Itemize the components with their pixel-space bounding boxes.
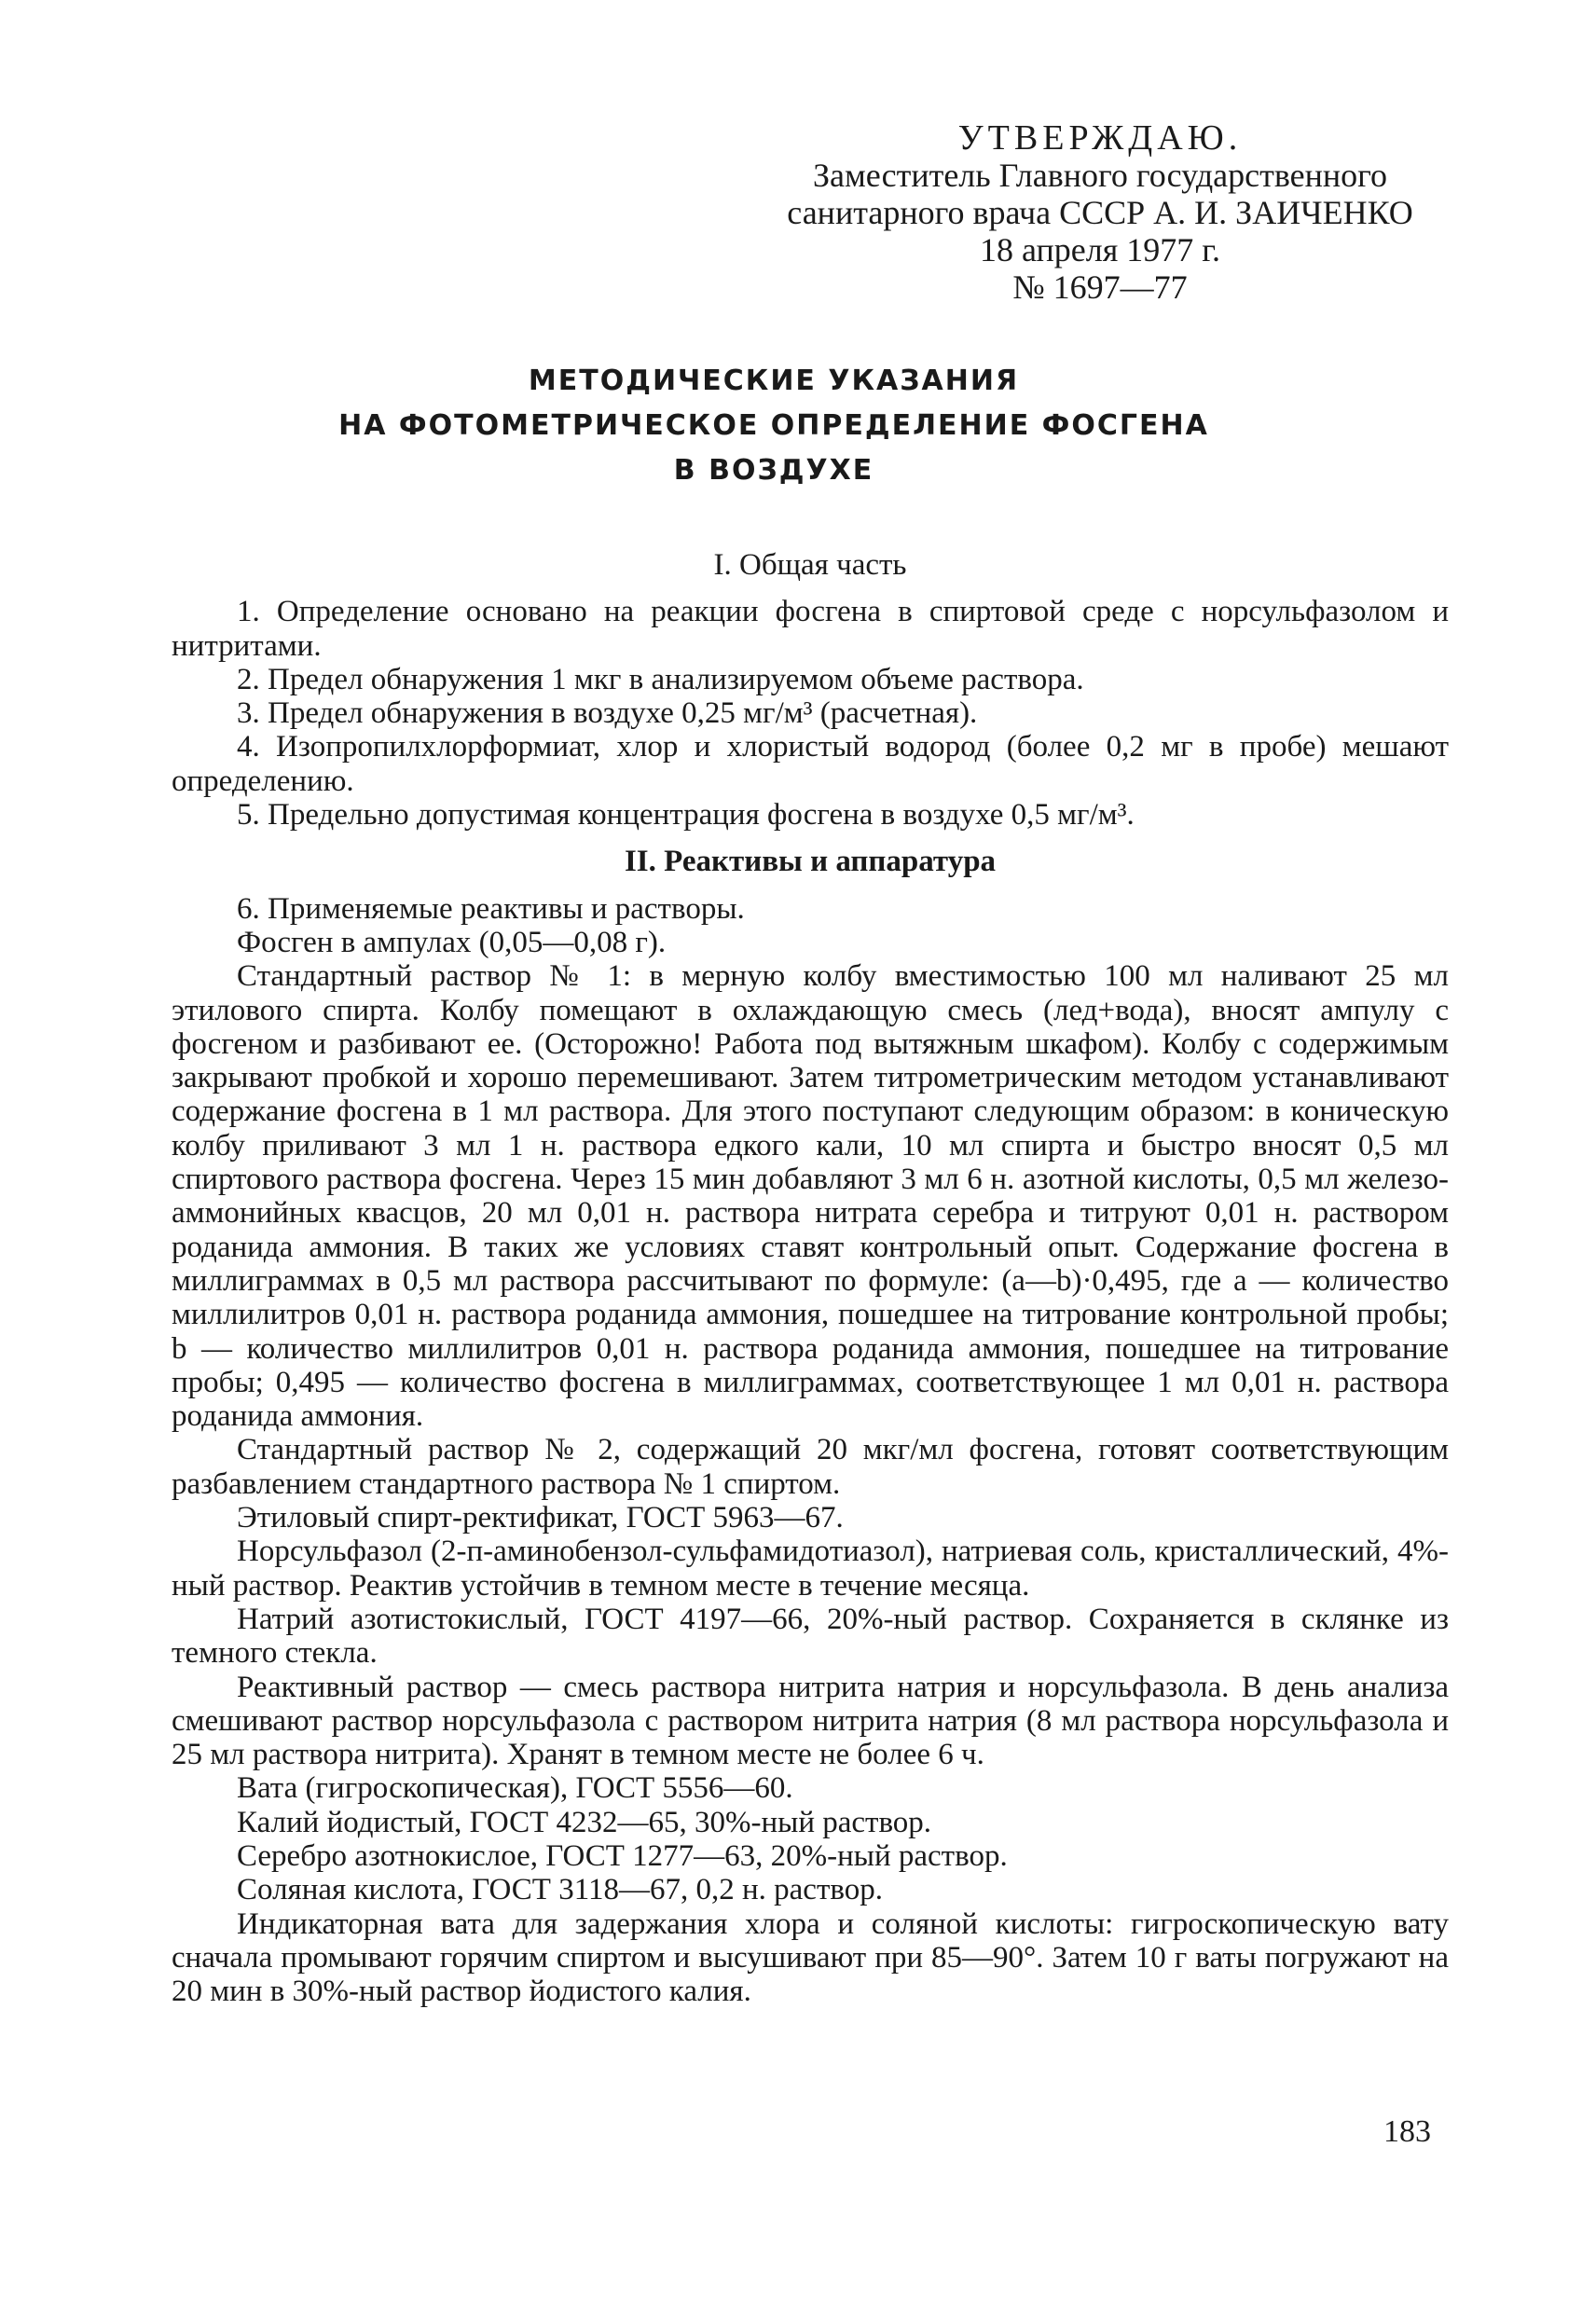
approval-signatory: санитарного врача СССР А. И. ЗАИЧЕНКО [787, 194, 1413, 231]
paragraph: 3. Предел обнаружения в воздухе 0,25 мг/м³ (расчетная). [237, 696, 978, 731]
approval-block [746, 119, 1454, 306]
paragraph: Вата (гигроскопическая), ГОСТ 5556—60. [237, 1771, 793, 1806]
paragraph: Этиловый спирт-ректификат, ГОСТ 5963—67. [237, 1501, 844, 1535]
title-line-2: НА ФОТОМЕТРИЧЕСКОЕ ОПРЕДЕЛЕНИЕ ФОСГЕНА [338, 409, 1209, 442]
paragraph: Серебро азотнокислое, ГОСТ 1277—63, 20%-ный раствор. [237, 1838, 1008, 1873]
approval-date: 18 апреля 1977 г. [980, 231, 1220, 268]
section-1-heading: I. Общая часть [713, 548, 907, 582]
paragraph: 6. Применяемые реактивы и растворы. [237, 891, 745, 926]
page-number: 183 [1383, 2114, 1431, 2149]
section-2-heading: II. Реактивы и аппаратура [624, 845, 997, 879]
paragraph: Натрий азотистокислый, ГОСТ 4197—66, 20%-ный раствор. Сохраняется в склянке из темного стекла. [172, 1602, 1449, 1671]
approval-number: № 1697—77 [1012, 268, 1188, 306]
paragraph: 1. Определение основано на реакции фосгена в спиртовой среде с норсульфазолом и нитритами. [172, 595, 1449, 663]
approval-header: УТВЕРЖДАЮ. [957, 118, 1243, 158]
document-body [172, 541, 1449, 2008]
paragraph: Фосген в ампулах (0,05—0,08 г). [237, 925, 667, 959]
paragraph: Соляная кислота, ГОСТ 3118—67, 0,2 н. раствор. [237, 1873, 883, 1907]
paragraph: 2. Предел обнаружения 1 мкг в анализируемом объеме раствора. [237, 662, 1084, 696]
paragraph: 4. Изопропилхлорформиат, хлор и хлористый водород (более 0,2 мг в пробе) мешают определению. [172, 730, 1449, 798]
paragraph: Индикаторная вата для задержания хлора и соляной кислоты: гигроскопическую вату сначала промывают горячим спиртом и высушивают при 85—90°. Затем 10 г ваты погружают на 20 мин в 30%-ный раствор йодистого калия. [172, 1906, 1449, 2009]
paragraph: Норсульфазол (2-п-аминобензол-сульфамидотиазол), натриевая соль, кристаллический, 4%-ный раствор. Реактив устойчив в темном месте в течение месяца. [172, 1534, 1449, 1603]
title-line-1: МЕТОДИЧЕСКИЕ УКАЗАНИЯ [528, 365, 1020, 397]
paragraph: Стандартный раствор № 2, содержащий 20 мкг/мл фосгена, готовят соответствующим разбавлением стандартного раствора № 1 спиртом. [172, 1433, 1449, 1501]
paragraph: Стандартный раствор № 1: в мерную колбу вместимостью 100 мл наливают 25 мл этилового спирта. Колбу помещают в охлаждающую смесь (лед+вода), вносят ампулу с фосгеном и разбивают ее. (Осторожно! Работа под вытяжным шкафом). Колбу с содержимым закрывают пробкой и хорошо перемешивают. Затем титрометрическим методом устанавливают содержание фосгена в 1 мл раствора. Для этого поступают следующим образом: в коническую колбу приливают 3 мл 1 н. раствора едкого кали, 10 мл спирта и быстро вносят 0,5 мл спиртового раствора фосгена. Через 15 мин добавляют 3 мл 6 н. азотной кислоты, 0,5 мл железо-аммонийных квасцов, 20 мл 0,01 н. раствора нитрата серебра и титруют 0,01 н. раствором роданида аммония. В таких же условиях ставят контрольный опыт. Содержание фосгена в миллиграммах в 0,5 мл раствора рассчитывают по формуле: (a—b)·0,495, где a — количество миллилитров 0,01 н. раствора роданида аммония, пошедшее на титрование контрольной пробы; b — количество миллилитров 0,01 н. раствора роданида аммония, пошедшее на титрование пробы; 0,495 — количество фосгена в миллиграммах, соответствующее 1 мл 0,01 н. раствора роданида аммония. [172, 959, 1449, 1434]
paragraph: Реактивный раствор — смесь раствора нитрита натрия и норсульфазола. В день анализа смешивают раствор норсульфазола с раствором нитрита натрия (8 мл раствора норсульфазола и 25 мл раствора нитрита). Хранят в темном месте не более 6 ч. [172, 1670, 1449, 1772]
title-line-3: В ВОЗДУХЕ [673, 454, 874, 487]
document-title [224, 359, 1324, 493]
approval-position: Заместитель Главного государственного [812, 157, 1388, 194]
paragraph: Калий йодистый, ГОСТ 4232—65, 30%-ный раствор. [237, 1805, 932, 1839]
paragraph: 5. Предельно допустимая концентрация фосгена в воздухе 0,5 мг/м³. [237, 798, 1135, 833]
